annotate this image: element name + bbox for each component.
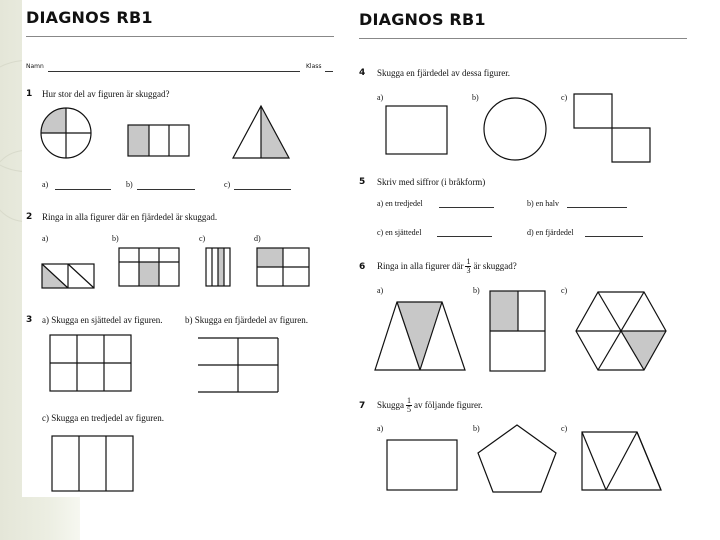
- q3a-six-part-figure: [50, 335, 131, 391]
- fraction-denominator: 3: [466, 265, 471, 275]
- question-number: 5: [359, 177, 366, 187]
- q3b-four-part-figure: [198, 338, 278, 392]
- worksheet-page-right: [355, 0, 695, 540]
- question-6-text-before: Ringa in alla figurer där: [377, 261, 464, 271]
- question-number: 2: [26, 212, 33, 222]
- question-7-text-before: Skugga: [377, 400, 404, 410]
- question-4-text: Skugga en fjärdedel av dessa figurer.: [377, 68, 510, 78]
- figure-label: a): [377, 93, 384, 102]
- q7b-pentagon: [478, 425, 556, 492]
- q7c-trapezoid-figure: [582, 432, 661, 490]
- page-title: DIAGNOS RB1: [359, 10, 486, 29]
- answer-label: c): [224, 180, 231, 189]
- q3-figures: [22, 0, 338, 497]
- answer-label: a): [42, 180, 49, 189]
- question-6-text-after: är skuggad?: [473, 261, 517, 271]
- figure-label: c): [561, 93, 568, 102]
- page-title: DIAGNOS RB1: [26, 8, 153, 27]
- fraction-numerator: 1: [407, 395, 411, 405]
- question-3a-text: a) Skugga en sjättedel av figuren.: [42, 315, 163, 325]
- answer-label: b): [126, 180, 133, 189]
- class-label: Klass: [306, 63, 322, 70]
- q5-item: d) en fjärdedel: [527, 228, 574, 237]
- figure-label: b): [472, 93, 479, 102]
- figure-label: a): [377, 286, 384, 295]
- question-number: 6: [359, 262, 366, 272]
- figure-label: a): [42, 234, 49, 243]
- q5-item: b) en halv: [527, 199, 559, 208]
- figure-label: d): [254, 234, 261, 243]
- q3c-three-part-figure: [52, 436, 133, 491]
- question-number: 1: [26, 89, 33, 99]
- q7a-rectangle: [387, 440, 457, 490]
- question-number: 3: [26, 315, 33, 325]
- figure-label: c): [199, 234, 206, 243]
- question-number: 4: [359, 68, 366, 78]
- worksheet-page-left: [22, 0, 338, 497]
- figure-label: c): [561, 424, 568, 433]
- fraction-numerator: 1: [466, 256, 471, 266]
- q5-item: a) en tredjedel: [377, 199, 423, 208]
- fraction-denominator: 5: [407, 404, 411, 414]
- figure-label: b): [473, 424, 480, 433]
- figure-label: c): [561, 286, 568, 295]
- question-3b-text: b) Skugga en fjärdedel av figuren.: [185, 315, 308, 325]
- figure-label: b): [473, 286, 480, 295]
- question-2-text: Ringa in alla figurer där en fjärdedel är skuggad.: [42, 212, 218, 222]
- figure-label: b): [112, 234, 119, 243]
- figure-label: a): [377, 424, 384, 433]
- name-label: Namn: [26, 63, 44, 70]
- question-7-text-after: av följande figurer.: [414, 400, 483, 410]
- question-3c-text: c) Skugga en tredjedel av figuren.: [42, 413, 164, 423]
- question-number: 7: [359, 401, 366, 411]
- q7-figures: [355, 0, 695, 540]
- question-1-text: Hur stor del av figuren är skuggad?: [42, 89, 170, 99]
- q5-item: c) en sjättedel: [377, 228, 422, 237]
- question-5-text: Skriv med siffror (i bråkform): [377, 177, 486, 187]
